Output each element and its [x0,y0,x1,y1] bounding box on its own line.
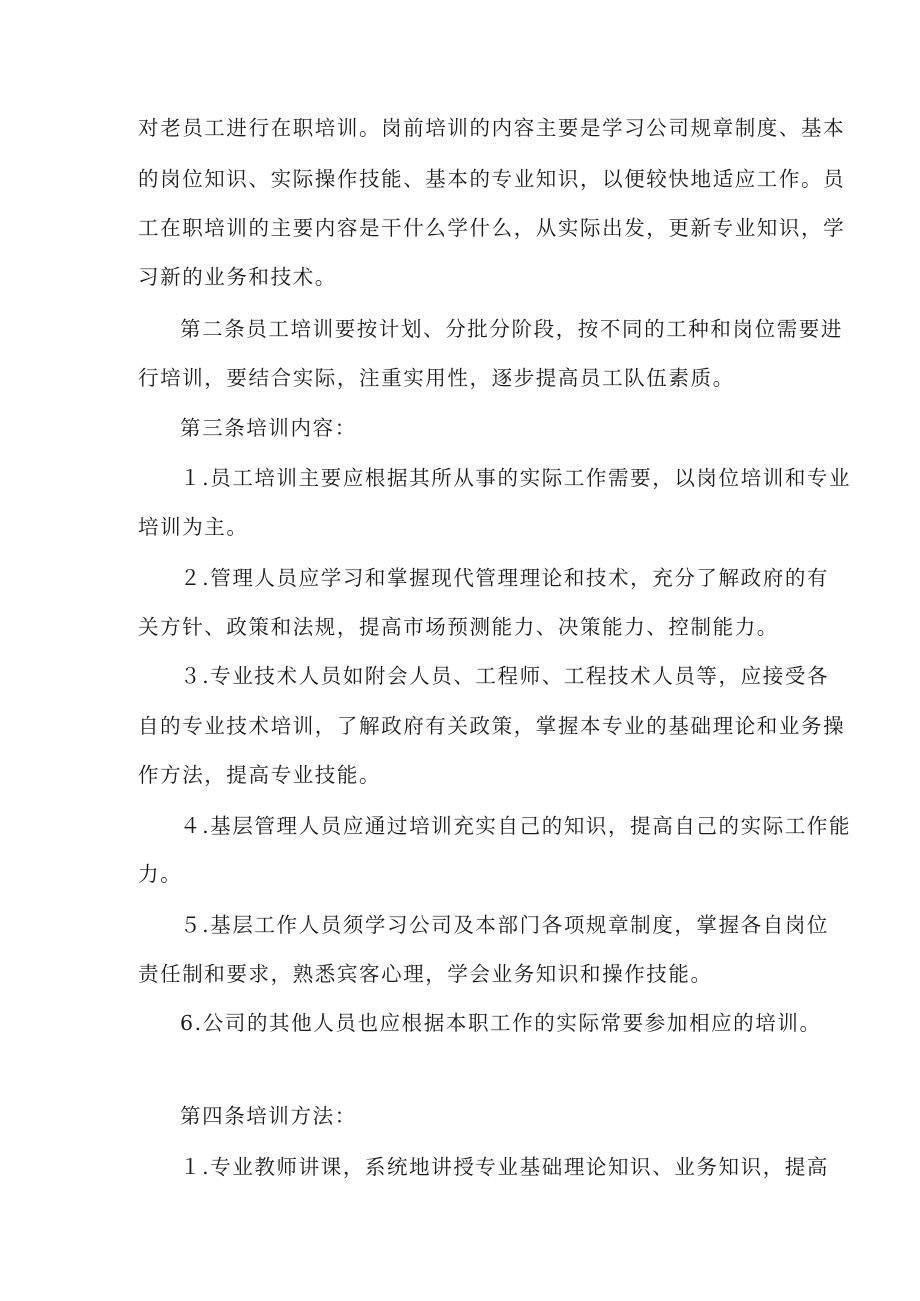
list-item-line: 自的专业技术培训，了解政府有关政策，掌握本专业的基础理论和业务操 [138,714,846,738]
list-item-line: ２.管理人员应学习和掌握现代管理理论和技术，充分了解政府的有 [180,566,830,590]
list-item-line: 6.公司的其他人员也应根据本职工作的实际常要参加相应的培训。 [180,1011,822,1035]
article-2-line: 行培训，要结合实际，注重实用性，逐步提高员工队伍素质。 [138,366,735,390]
list-item-line: 作方法，提高专业技能。 [138,763,382,787]
article-2-line: 第二条员工培训要按计划、分批分阶段，按不同的工种和岗位需要进 [180,317,843,341]
article-4-heading: 第四条培训方法： [180,1104,357,1128]
list-item-line: 力。 [138,862,183,886]
list-item-line: 责任制和要求，熟悉宾客心理，学会业务知识和操作技能。 [138,962,713,986]
list-item-line: １.专业教师讲课，系统地讲授专业基础理论知识、业务知识，提高 [180,1155,830,1179]
list-item-line: 关方针、政策和法规，提高市场预测能力、决策能力、控制能力。 [138,615,779,639]
paragraph-line: 对老员工进行在职培训。岗前培训的内容主要是学习公司规章制度、基本 [138,116,846,140]
list-item-line: １.员工培训主要应根据其所从事的实际工作需要，以岗位培训和专业 [180,466,852,490]
paragraph-line: 习新的业务和技术。 [138,265,337,289]
paragraph-line: 的岗位知识、实际操作技能、基本的专业知识，以便较快地适应工作。员 [138,167,846,191]
list-item-line: 培训为主。 [138,515,249,539]
list-item-line: ４.基层管理人员应通过培训充实自己的知识，提高自己的实际工作能 [180,814,852,838]
article-3-heading: 第三条培训内容： [180,416,357,440]
paragraph-line: 工在职培训的主要内容是干什么学什么，从实际出发，更新专业知识，学 [138,216,846,240]
list-item-line: ５.基层工作人员须学习公司及本部门各项规章制度，掌握各自岗位 [180,913,830,937]
list-item-line: ３.专业技术人员如附会人员、工程师、工程技术人员等，应接受各 [180,664,830,688]
